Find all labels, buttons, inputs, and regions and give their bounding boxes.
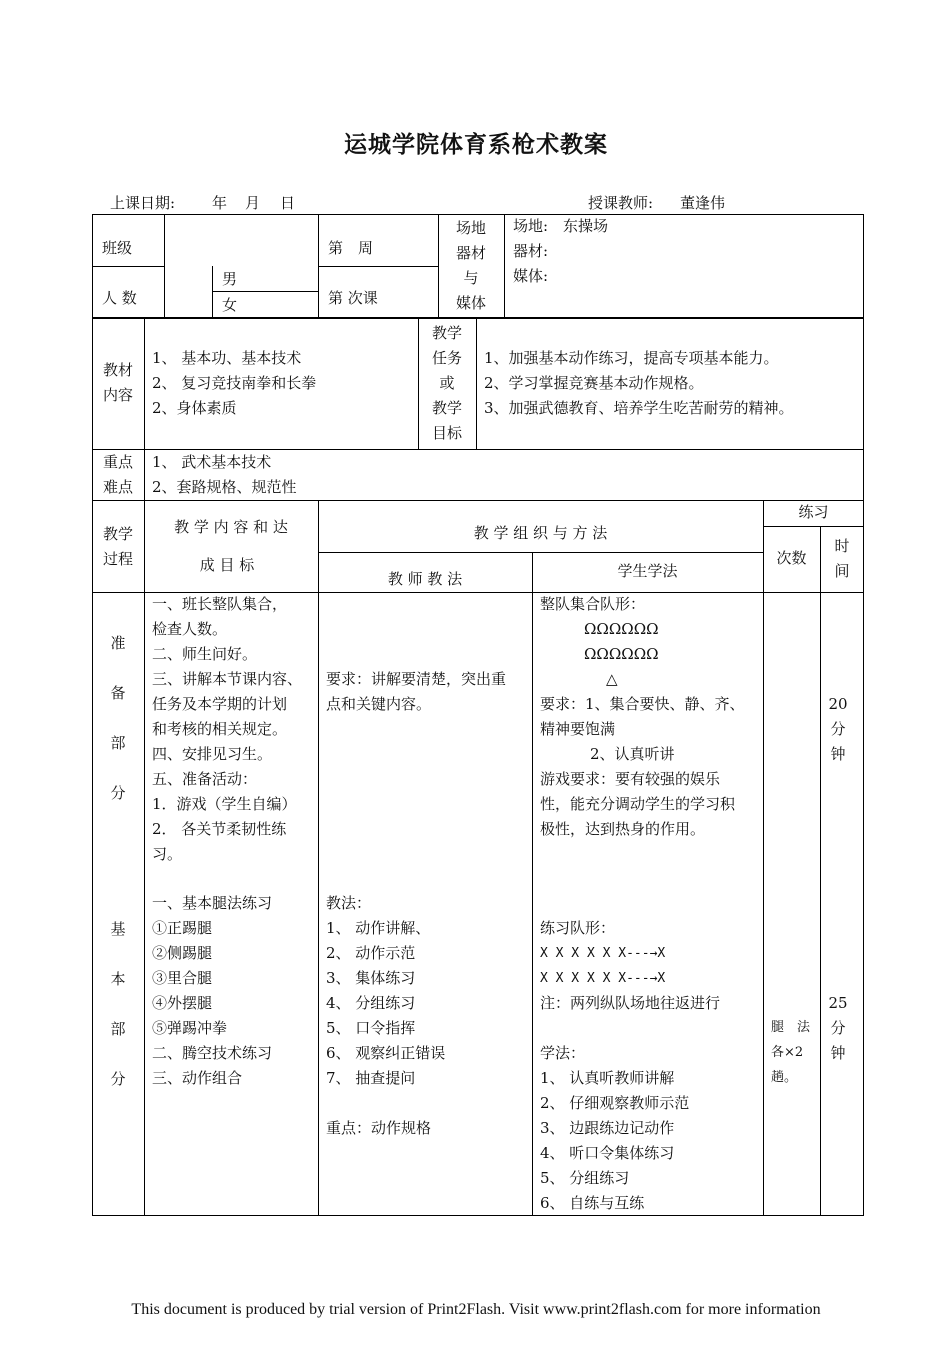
content-label-line2: 成 目 标 [199,556,255,574]
prep-teacher-method: 要求：讲解要清楚，突出重 点和关键内容。 [326,670,507,713]
male-label: 男 [222,270,238,288]
date-year: 年 [212,194,228,212]
basic-section-label: 基 本 部 分 [110,920,126,1088]
lesson-label: 第 次课 [328,289,378,307]
venue-details: 场地: 东操场 器材: 媒体: [513,217,609,285]
keypoints-label: 重点 难点 [102,453,133,496]
prep-time: 20 分 钟 [828,695,848,763]
prep-section-label: 准 备 部 分 [110,634,126,802]
footer-notice: This document is produced by trial version of Print2Flash. Visit www.print2flash.com for more information [131,1301,821,1318]
org-method-label: 教 学 组 织 与 方 法 [473,524,608,542]
task-label: 教学 任务 或 教学 目标 [431,324,462,442]
class-label: 班级 [102,239,133,257]
prep-student-method: 整队集合队形： ΩΩΩΩΩΩ ΩΩΩΩΩΩ △ 要求：1、集合要快、静、齐、 精神要饱满 2、认真听讲 游戏要求：要有较强的娱乐 性，能充分调动学生的学习积 极性，达到热身的作用。 [540,595,745,838]
venue-column-label: 场地 器材 与 媒体 [455,219,486,312]
teacher-label: 授课教师: [588,194,654,212]
teacher-name: 董逢伟 [680,194,726,212]
process-label: 教学 过程 [102,525,133,568]
material-label: 教材 内容 [102,361,133,404]
page-title: 运城学院体育系枪术教案 [344,131,608,158]
date-day: 日 [280,194,296,212]
date-label: 上课日期: [110,194,176,212]
material-content: 1、 基本功、基本技术 2、 复习竞技南拳和长拳 2、身体素质 [152,349,317,417]
week-label: 第 周 [328,239,374,257]
basic-content: 一、基本腿法练习 ①正踢腿 ②侧踢腿 ③里合腿 ④外摆腿 ⑤弹踢冲拳 二、腾空技术练习 三、动作组合 [152,894,273,1087]
basic-count: 腿 法 各×2 趟。 [771,1020,811,1085]
prep-content: 一、班长整队集合， 检查人数。 二、师生问好。 三、讲解本节课内容、 任务及本学期的计划 和考核的相关规定。 四、安排见习生。 五、准备活动： 1．游戏（学生自编） 2． 各关节柔韧性练 习。 [152,595,303,863]
date-month: 月 [245,194,261,212]
practice-label: 练习 [798,503,829,521]
basic-student-method: 练习队形： X X X X X X---→X X X X X X X---→X 注：两列纵队场地往返进行 学法： 1、 认真听教师讲解 2、 仔细观察教师示范 3、 边跟练边记动作 4、 听口令集体练习 5、 分组练习 6、 自练与互练 [540,919,721,1212]
people-label: 人 数 [102,289,137,307]
count-label: 次数 [776,549,807,567]
female-label: 女 [222,296,238,314]
task-content: 1、加强基本动作练习，提高专项基本能力。 2、学习掌握竞赛基本动作规格。 3、加强武德教育、培养学生吃苦耐劳的精神。 [484,349,794,417]
teacher-method-label: 教 师 教 法 [387,570,463,588]
basic-teacher-method: 教法： 1、 动作讲解、 2、 动作示范 3、 集体练习 4、 分组练习 5、 口令指挥 6、 观察纠正错误 7、 抽查提问 重点：动作规格 [326,894,446,1137]
keypoints-content: 1、 武术基本技术 2、套路规格、规范性 [152,453,297,496]
time-label: 时 间 [834,537,850,580]
student-method-label: 学生学法 [617,562,678,580]
basic-time: 25 分 钟 [828,994,848,1062]
content-label-line1: 教 学 内 容 和 达 [174,518,288,536]
